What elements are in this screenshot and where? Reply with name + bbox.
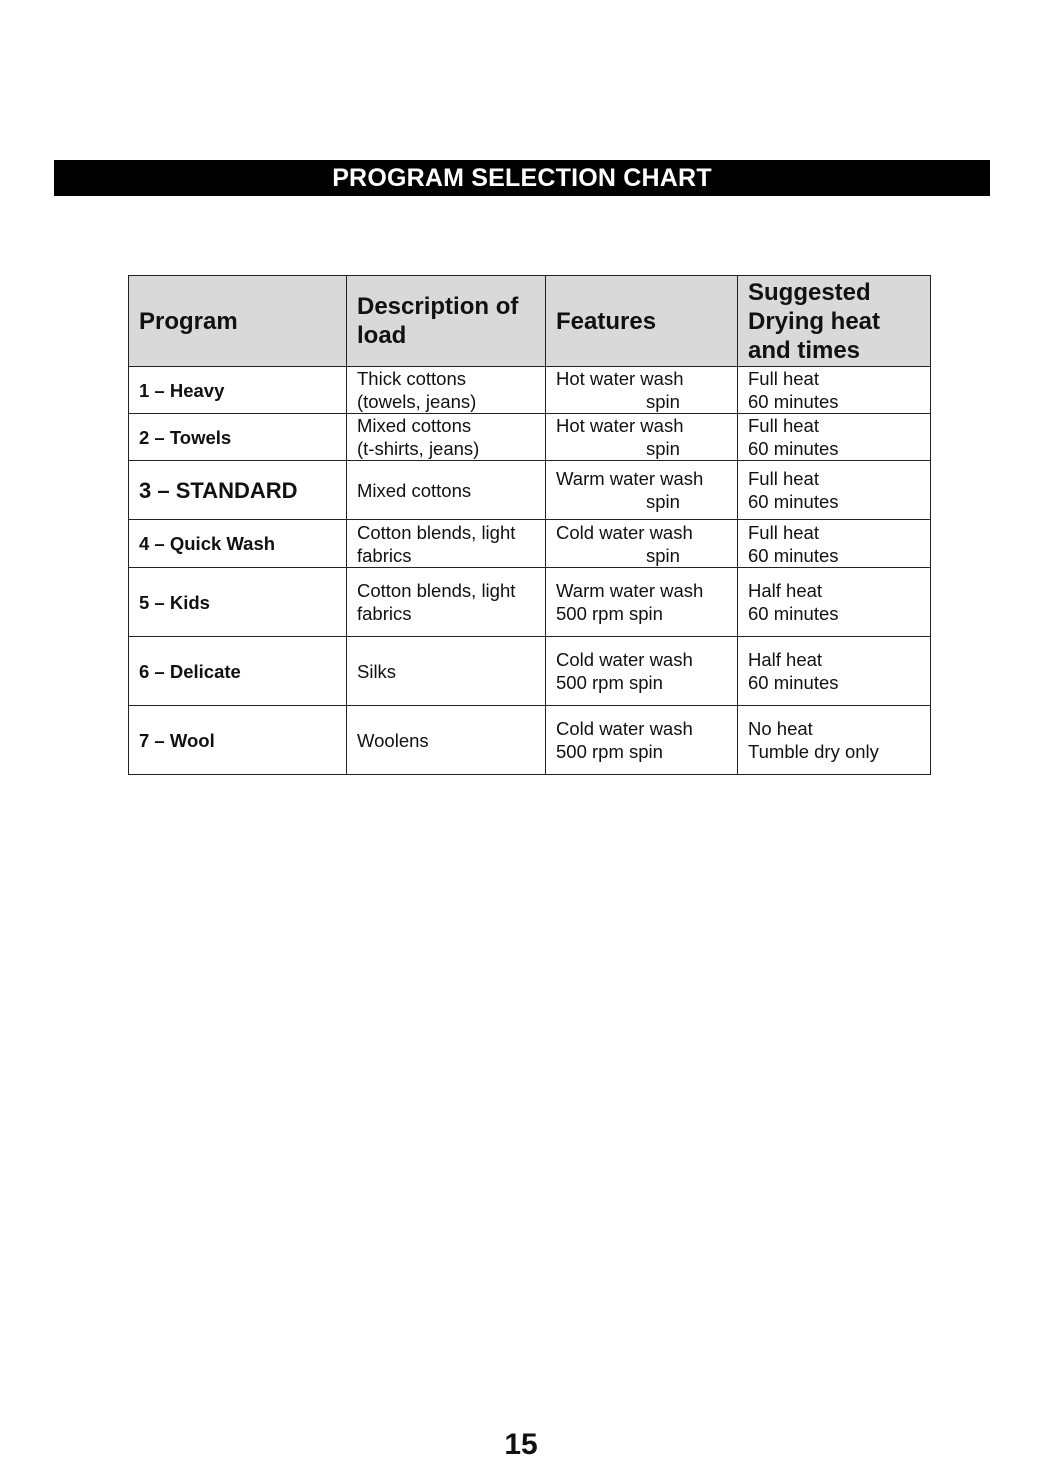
drying-line: 60 minutes <box>748 491 839 512</box>
features-line: Hot water wash <box>556 368 684 389</box>
header-program: Program <box>129 276 347 367</box>
drying-line: Full heat <box>748 468 819 489</box>
features-line: Cold water wash <box>556 649 693 670</box>
chart-title: PROGRAM SELECTION CHART <box>54 160 990 196</box>
table-row <box>129 461 931 520</box>
description-line: Thick cottons <box>357 368 466 389</box>
header-features: Features <box>546 276 738 367</box>
drying-cell <box>738 568 931 637</box>
description-line: Cotton blends, light <box>357 521 516 543</box>
drying-line: Full heat <box>748 368 819 389</box>
drying-cell <box>738 367 931 414</box>
table-row <box>129 568 931 637</box>
table-row <box>129 414 931 461</box>
description-line: Cotton blends, light <box>357 580 516 601</box>
drying-line: No heat <box>748 718 813 739</box>
program-cell: 5 – Kids <box>129 568 347 637</box>
program-cell: 7 – Wool <box>129 706 347 775</box>
drying-cell <box>738 637 931 706</box>
description-cell <box>347 706 546 775</box>
drying-line: Full heat <box>748 521 819 543</box>
features-line: Hot water wash <box>556 415 684 436</box>
description-line: Mixed cottons <box>357 415 472 436</box>
program-cell: 3 – STANDARD <box>129 461 347 520</box>
features-cell <box>546 568 738 637</box>
features-cell <box>546 637 738 706</box>
page-number: 15 <box>504 1428 538 1461</box>
drying-cell <box>738 520 931 568</box>
program-cell: 2 – Towels <box>129 414 347 461</box>
description-line: (towels, jeans) <box>357 391 477 412</box>
features-line: Cold water wash <box>556 521 693 543</box>
features-cell <box>546 461 738 520</box>
drying-cell <box>738 461 931 520</box>
program-selection-table <box>128 275 931 775</box>
features-line: 500 rpm spin <box>556 603 663 624</box>
table-row <box>129 520 931 568</box>
features-cell <box>546 520 738 568</box>
table-row <box>129 706 931 775</box>
description-line: fabrics <box>357 544 412 566</box>
description-line: Mixed cottons <box>357 479 472 501</box>
description-cell <box>347 367 546 414</box>
table-row <box>129 367 931 414</box>
drying-line: Full heat <box>748 415 819 436</box>
program-cell: 4 – Quick Wash <box>129 520 347 568</box>
features-line: Cold water wash <box>556 718 693 739</box>
drying-line: 60 minutes <box>748 603 839 624</box>
table-row <box>129 637 931 706</box>
features-cell <box>546 414 738 461</box>
features-line: Warm water wash <box>556 580 704 601</box>
features-line: spin <box>646 491 680 512</box>
features-cell <box>546 367 738 414</box>
drying-line: 60 minutes <box>748 438 839 459</box>
drying-cell <box>738 414 931 461</box>
description-cell <box>347 461 546 520</box>
program-cell: 6 – Delicate <box>129 637 347 706</box>
features-line: 500 rpm spin <box>556 672 663 693</box>
drying-line: Half heat <box>748 580 823 601</box>
drying-line: 60 minutes <box>748 391 839 412</box>
description-line: Silks <box>357 660 397 682</box>
description-cell <box>347 414 546 461</box>
features-line: spin <box>646 438 680 459</box>
features-cell <box>546 706 738 775</box>
description-cell <box>347 568 546 637</box>
drying-line: 60 minutes <box>748 672 839 693</box>
description-line: fabrics <box>357 603 412 624</box>
program-cell: 1 – Heavy <box>129 367 347 414</box>
features-line: spin <box>646 544 680 566</box>
description-line: (t-shirts, jeans) <box>357 438 480 459</box>
description-cell <box>347 520 546 568</box>
features-line: Warm water wash <box>556 468 704 489</box>
features-line: 500 rpm spin <box>556 741 663 762</box>
features-line: spin <box>646 391 680 412</box>
table-header-row <box>129 276 931 367</box>
drying-line: Tumble dry only <box>748 741 879 762</box>
header-drying: Suggested Drying heat and times <box>738 276 931 367</box>
description-cell <box>347 637 546 706</box>
drying-cell <box>738 706 931 775</box>
description-line: Woolens <box>357 729 429 751</box>
header-description: Description of load <box>347 276 546 367</box>
drying-line: 60 minutes <box>748 544 839 566</box>
drying-line: Half heat <box>748 649 823 670</box>
